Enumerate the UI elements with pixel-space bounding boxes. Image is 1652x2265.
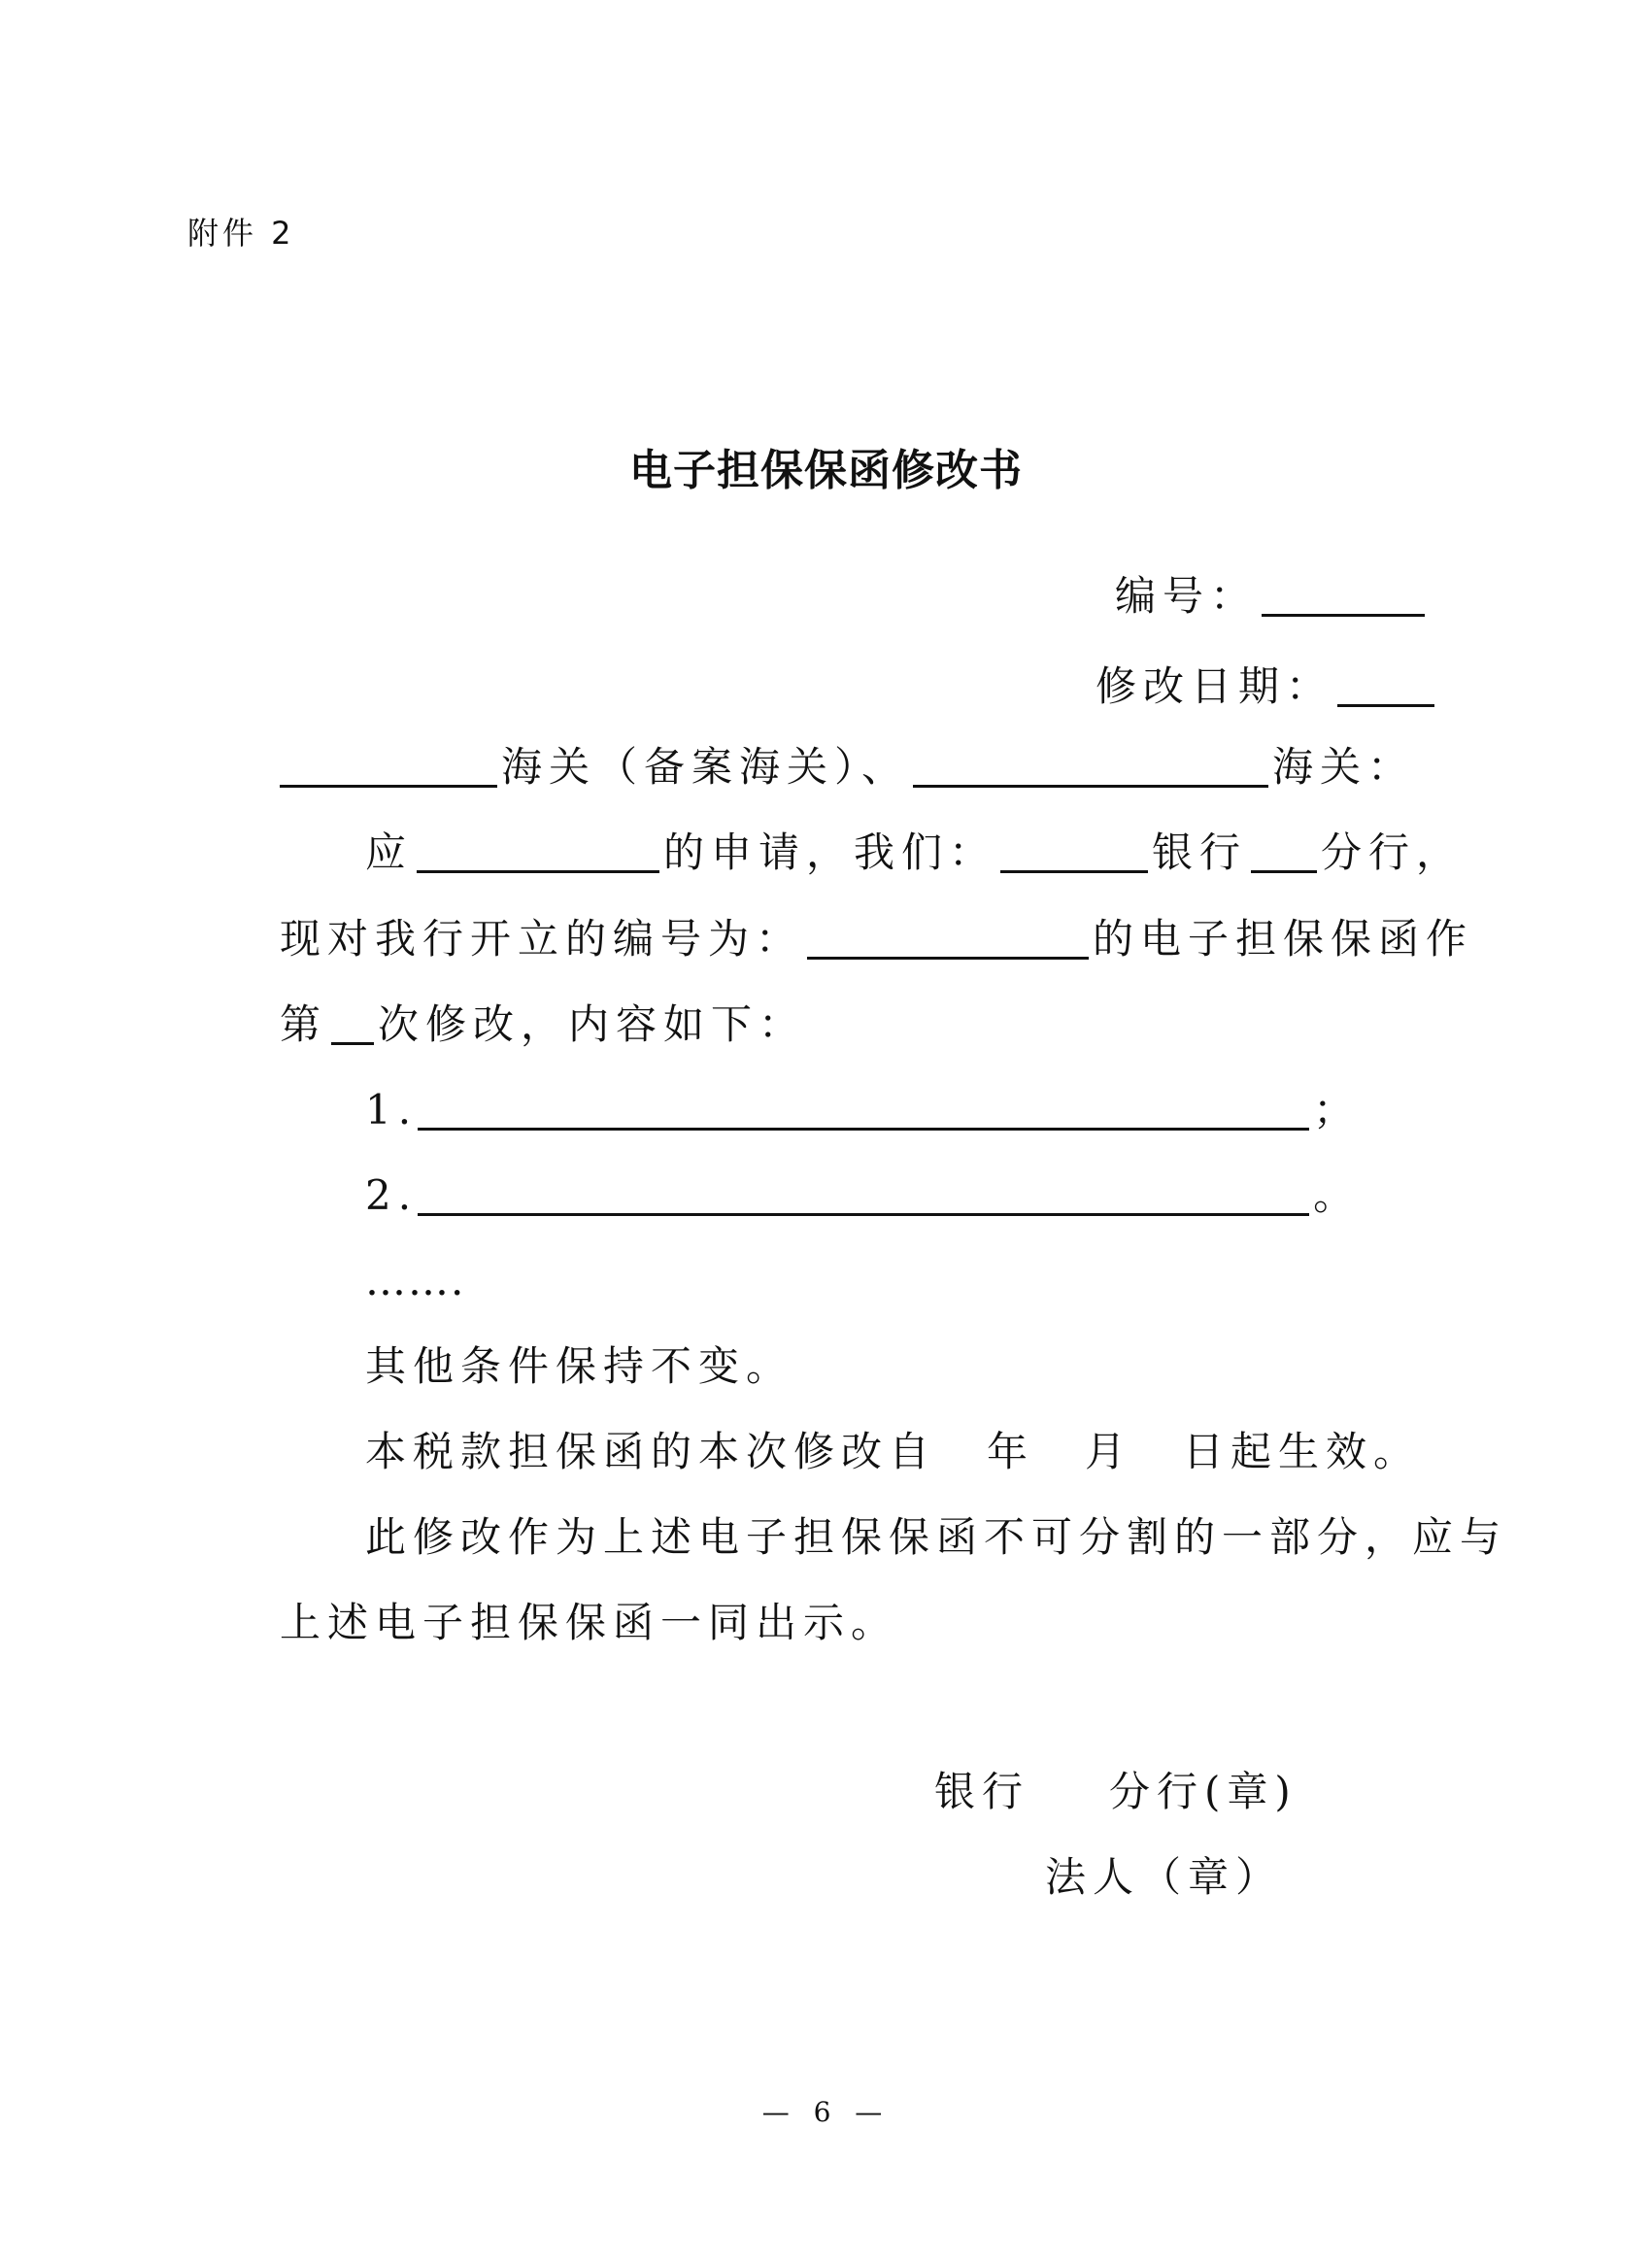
addressee-customs-2: 海关：: [1272, 743, 1416, 791]
modification-count-prefix: 第: [280, 1000, 328, 1048]
applicant-blank[interactable]: [417, 835, 659, 873]
signature-branch-seal: 分行(章): [1109, 1768, 1298, 1815]
attachment-label: 附件 2: [187, 215, 295, 252]
paragraph1-line2: [280, 915, 1474, 963]
guarantee-number-blank[interactable]: [807, 922, 1089, 960]
guarantee-number-suffix: 的电子担保保函作: [1093, 915, 1474, 963]
signature-legal-seal: 法人（章）: [1045, 1853, 1284, 1901]
serial-number-label: 编号：: [1115, 572, 1259, 620]
item-2-blank[interactable]: [418, 1178, 1309, 1216]
document-title: 电子担保保函修改书: [629, 446, 1023, 495]
item-1-blank[interactable]: [418, 1093, 1309, 1131]
apply-prefix: 应: [365, 828, 414, 876]
inseparable-line1: 此修改作为上述电子担保保函不可分割的一部分，应与: [365, 1513, 1508, 1561]
other-conditions: 其他条件保持不变。: [365, 1342, 794, 1390]
item-2: [365, 1171, 1362, 1219]
bank-blank[interactable]: [1000, 835, 1148, 873]
paragraph1-line3: [280, 1000, 807, 1048]
paragraph1-line1: [365, 828, 1465, 876]
addressee-customs-1: 海关（备案海关）、: [501, 743, 910, 791]
customs-blank-1[interactable]: [280, 750, 497, 788]
serial-number-line: [1115, 572, 1429, 620]
applicant-suffix: 的申请，我们：: [663, 828, 997, 876]
item-end: 。: [1313, 1171, 1362, 1219]
effective-month: 月: [1085, 1428, 1133, 1475]
item-number: 2.: [365, 1171, 419, 1219]
guarantee-number-prefix: 现对我行开立的编号为：: [280, 915, 804, 963]
signature-bank-line: [934, 1768, 1298, 1815]
modify-date-line: [1096, 662, 1438, 710]
item-1: [365, 1086, 1362, 1133]
page-number: — 6 —: [761, 2096, 891, 2128]
customs-blank-2[interactable]: [913, 750, 1268, 788]
effective-prefix: 本税款担保函的本次修改自: [365, 1428, 937, 1475]
bank-label: 银行: [1152, 828, 1248, 876]
modification-count-blank[interactable]: [331, 1007, 374, 1045]
modify-date-blank[interactable]: [1337, 669, 1434, 707]
item-end: ；: [1313, 1086, 1362, 1133]
signature-bank: 银行: [934, 1768, 1030, 1815]
ellipsis: …….: [365, 1257, 466, 1304]
branch-blank[interactable]: [1251, 835, 1317, 873]
serial-number-blank[interactable]: [1262, 579, 1425, 617]
item-number: 1.: [365, 1086, 419, 1133]
addressee-line: [280, 743, 1416, 791]
effective-date-line: [365, 1428, 1422, 1475]
inseparable-line2: 上述电子担保保函一同出示。: [280, 1599, 899, 1646]
effective-year: 年: [987, 1428, 1035, 1475]
branch-label: 分行，: [1321, 828, 1465, 876]
modify-date-label: 修改日期：: [1096, 662, 1334, 710]
modification-count-suffix: 次修改，内容如下：: [378, 1000, 807, 1048]
effective-suffix: 日起生效。: [1183, 1428, 1422, 1475]
